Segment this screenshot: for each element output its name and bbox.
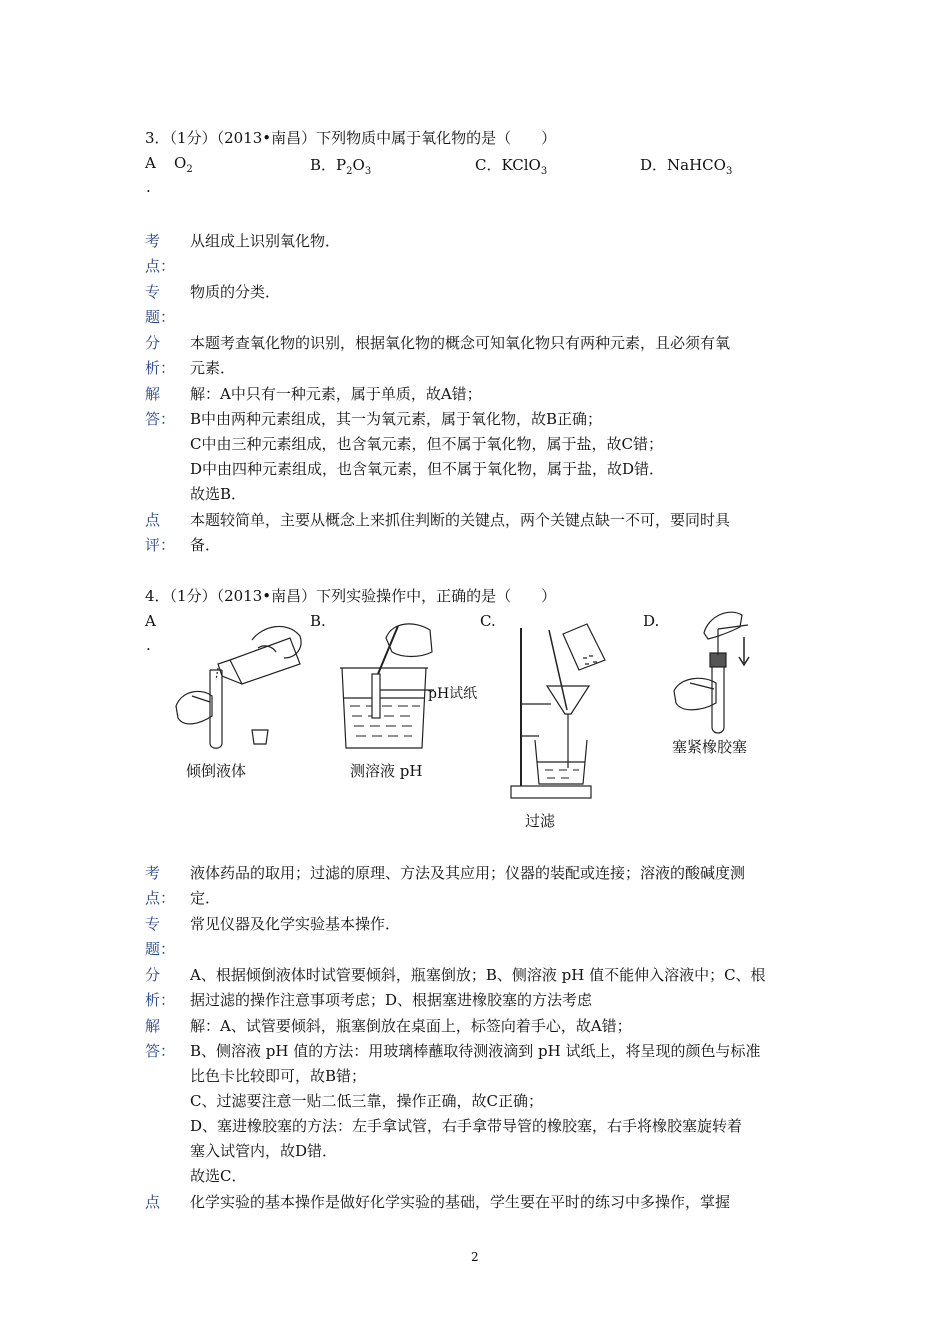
caption-measure-ph: 测溶液 pH — [350, 762, 423, 780]
q4-kaodian-line-2: 定． — [190, 889, 221, 907]
q4-kaodian-label-1: 考 — [145, 864, 161, 882]
q4-jieda-line-7: 故选C． — [190, 1167, 247, 1185]
filtration-figure — [505, 618, 615, 803]
q3-jieda-line-4: D中由四种元素组成，也含氧元素，但不属于氧化物，属于盐，故D错． — [190, 460, 665, 478]
q3-dianping-line-2: 备． — [190, 536, 221, 554]
q3-jieda-label-2: 答： — [145, 410, 176, 428]
q4-dianping-line-1: 化学实验的基本操作是做好化学实验的基础，学生要在平时的练习中多操作，掌握 — [190, 1193, 731, 1211]
q3-option-a: $O_2$ — [174, 154, 193, 175]
q3-kaodian-label-1: 考 — [145, 232, 161, 250]
q4-zhuanti-label-1: 专 — [145, 915, 161, 933]
q4-kaodian-line-1: 液体药品的取用；过滤的原理、方法及其应用；仪器的装配或连接；溶液的酸碱度测 — [190, 864, 746, 882]
q4-kaodian-label-2: 点： — [145, 889, 176, 907]
q4-jieda-line-6: 塞入试管内，故D错． — [190, 1142, 338, 1160]
insert-stopper-figure — [668, 603, 768, 738]
q4-zhuanti-label-2: 题： — [145, 940, 176, 958]
q3-fenxi-line-1: 本题考查氧化物的识别，根据氧化物的概念可知氧化物只有两种元素，且必须有氧 — [190, 334, 731, 352]
q3-option-a-dot: . — [146, 178, 151, 196]
q4-fenxi-line-1: A、根据倾倒液体时试管要倾斜，瓶塞倒放；B、侧溶液 pH 值不能伸入溶液中；C、根 — [190, 966, 766, 984]
q4-fenxi-label-1: 分 — [145, 966, 161, 984]
q3-kaodian-label-2: 点： — [145, 257, 176, 275]
q4-jieda-line-1: 解：A、试管要倾斜，瓶塞倒放在桌面上，标签向着手心，故A错； — [190, 1017, 632, 1035]
measure-ph-figure — [336, 618, 436, 753]
q3-option-d: D．NaHCO$_3$ — [640, 156, 733, 177]
q3-option-b: B．$P_2O_3$ — [310, 156, 372, 177]
q4-option-a-dot: . — [146, 636, 151, 654]
q3-kaodian-text: 从组成上识别氧化物． — [190, 232, 341, 250]
q4-fenxi-line-2: 据过滤的操作注意事项考虑；D、根据塞进橡胶塞的方法考虑 — [190, 991, 593, 1009]
ph-paper-label: pH试纸 — [428, 686, 478, 702]
q4-jieda-line-5: D、塞进橡胶塞的方法：左手拿试管，右手拿带导管的橡胶塞，右手将橡胶塞旋转着 — [190, 1117, 743, 1135]
q4-dianping-label-1: 点 — [145, 1193, 161, 1211]
q4-option-d-letter: D. — [643, 612, 660, 630]
q4-stem: 4．（1分）（2013•南昌）下列实验操作中，正确的是（ ） — [145, 587, 557, 605]
caption-insert-stopper: 塞紧橡胶塞 — [672, 738, 748, 756]
q3-jieda-line-5: 故选B． — [190, 485, 247, 503]
q3-dianping-line-1: 本题较简单，主要从概念上来抓住判断的关键点，两个关键点缺一不可，要同时具 — [190, 511, 731, 529]
q4-jieda-line-3: 比色卡比较即可，故B错； — [190, 1067, 367, 1085]
q3-jieda-line-2: B中由两种元素组成，其一为氧元素，属于氧化物，故B正确； — [190, 410, 603, 428]
caption-filtration: 过滤 — [525, 812, 556, 830]
q3-jieda-line-1: 解：A中只有一种元素，属于单质，故A错； — [190, 385, 482, 403]
q3-jieda-label-1: 解 — [145, 385, 161, 403]
page-number: 2 — [471, 1250, 479, 1264]
q3-dianping-label-1: 点 — [145, 511, 161, 529]
caption-pouring-liquid: 倾倒液体 — [186, 762, 247, 780]
q4-jieda-label-1: 解 — [145, 1017, 161, 1035]
q3-jieda-line-3: C中由三种元素组成，也含氧元素，但不属于氧化物，属于盐，故C错； — [190, 435, 663, 453]
q4-jieda-line-4: C、过滤要注意一贴二低三靠，操作正确，故C正确； — [190, 1092, 543, 1110]
q4-jieda-label-2: 答： — [145, 1042, 176, 1060]
q3-fenxi-label-2: 析： — [145, 359, 176, 377]
pouring-liquid-figure — [172, 618, 307, 753]
q4-option-c-letter: C. — [480, 612, 496, 630]
q4-fenxi-label-2: 析： — [145, 991, 176, 1009]
q4-option-b-letter: B. — [310, 612, 326, 630]
q3-zhuanti-label-2: 题： — [145, 308, 176, 326]
q4-zhuanti-text: 常见仪器及化学实验基本操作． — [190, 915, 401, 933]
q4-jieda-line-2: B、侧溶液 pH 值的方法：用玻璃棒蘸取待测液滴到 pH 试纸上，将呈现的颜色与标准 — [190, 1042, 761, 1060]
q3-zhuanti-text: 物质的分类． — [190, 283, 281, 301]
q3-option-c: C．KClO$_3$ — [475, 156, 548, 177]
q3-fenxi-label-1: 分 — [145, 334, 161, 352]
q3-stem: 3．（1分）（2013•南昌）下列物质中属于氧化物的是（ ） — [145, 129, 557, 147]
q3-option-a-letter: A — [145, 154, 156, 172]
q3-dianping-label-2: 评： — [145, 536, 176, 554]
q3-fenxi-line-2: 元素． — [190, 359, 236, 377]
q3-zhuanti-label-1: 专 — [145, 283, 161, 301]
q4-option-a-letter: A — [145, 612, 156, 630]
